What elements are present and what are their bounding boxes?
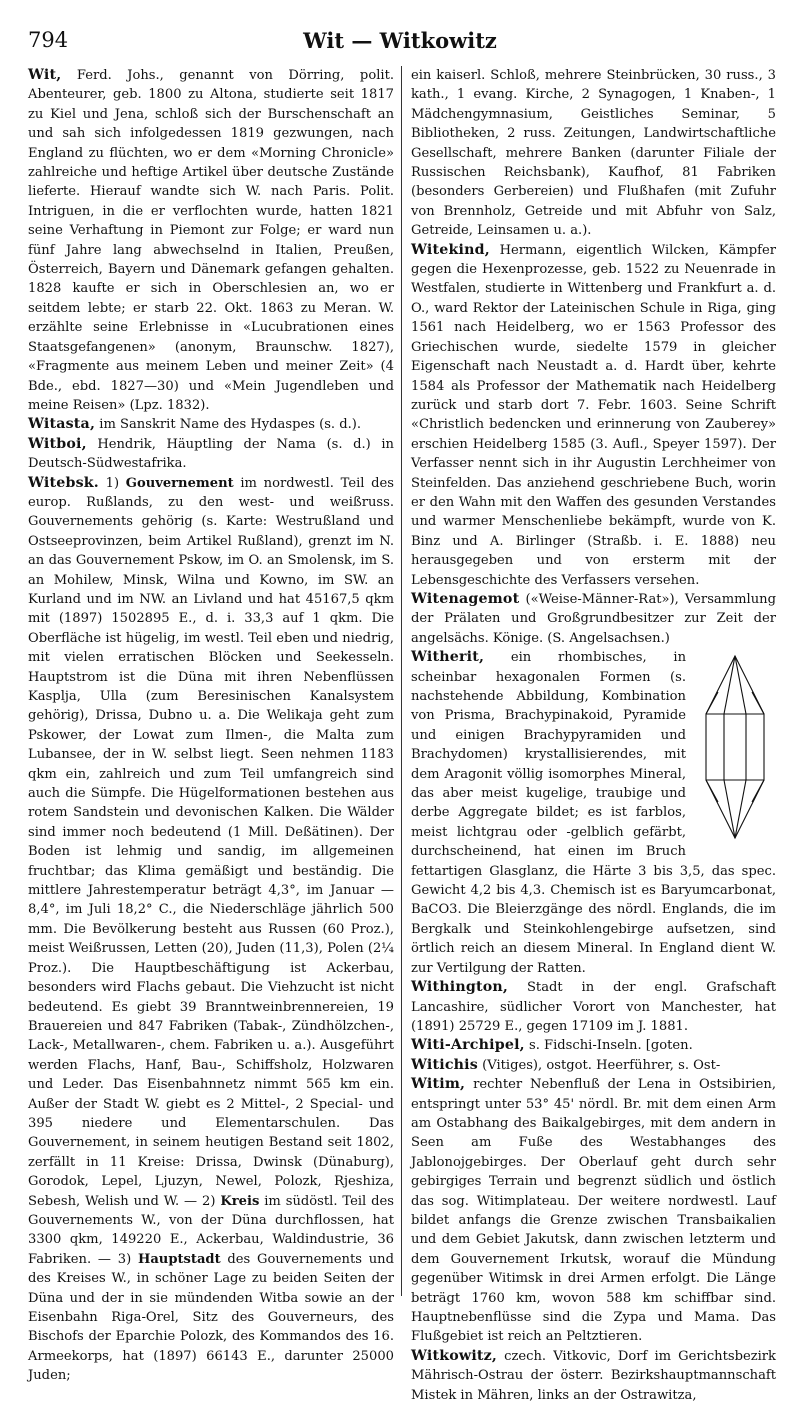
entry-text: ein rhombisches, in scheinbar hexagonalen Formen (s. nachstehende Abbildung, Kombination von Prisma, Brachypinakoid, Pyramide und einigen Brachypyramiden und Brachydomen) krystallisierendes, mit dem Aragonit völlig isomorphes Mineral, das aber meist kugelige, traubige und derbe Aggregate bildet; es ist farblos, meist lichtgrau oder -gelblich gefärbt, durchscheinend, hat einen im Bruch fettartigen Glasglanz, die Härte 3 bis 3,5, das spec. Gewicht 4,2 bis 4,3. Chemisch ist es Baryumcarbonat, BaCO3. Die Bleierzgänge des nördl. Englands, die im Bergkalk und Steinkohlengebirge aufsetzen, sind örtlich reich an diesem Mineral. In England dient W. zur Vertilgung der Ratten. [411, 650, 776, 976]
entry-witim [411, 1075, 776, 1347]
entry-text: im Sanskrit Name des Hydaspes (s. d.). [95, 417, 362, 433]
entry-text: 1) [98, 475, 126, 491]
entry-headword: Witenagemot [411, 590, 520, 607]
entry-text: im nordwestl. Teil des europ. Rußlands, zu den west- und weißruss. Gouvernements gehörig (s. Karte: Westrußland und Ostseeprovinzen, beim Artikel Rußland), grenzt im N. an das Gouvernement Pskow, im O. an Smolensk, im S. an Mohilew, Minsk, Wilna und Kowno, im SW. an Kurland und im NW. an Livland und hat 45167,5 qkm mit (1897) 1502895 E., d. i. 33,3 auf 1 qkm. Die Oberfläche ist hügelig, im westl. Teil eben und niedrig, mit vielen erratischen Blöcken und Seekesseln. Hauptstrom ist die Düna mit ihren Nebenflüssen Kasplja, Ulla (zum Beresinischen Kanalsystem gehörig), Drissa, Dubno u. a. Die Welikaja geht zum Pskower, der Lowat zum Ilmen-, die Malta zum Lubansee, der in W. selbst liegt. Seen nehmen 1183 qkm ein, zahlreich und zum Teil umfangreich sind auch die Sümpfe. Die Hügelformationen bestehen aus rotem Sandstein und devonischen Kalken. Die Wälder sind immer noch bedeutend (1 Mill. Deßätinen). Der Boden ist lehmig und sandig, im allgemeinen fruchtbar; das Klima gemäßigt und beständig. Die mittlere Jahrestemperatur beträgt 4,3°, im Januar —8,4°, im Juli 18,2° C., die Niederschläge jährlich 500 mm. Die Bevölkerung besteht aus Russen (60 Proz.), meist Weißrussen, Letten (20), Juden (11,3), Polen (2¼ Proz.). Die Hauptbeschäftigung ist Ackerbau, besonders wird Flachs gebaut. Die Viehzucht ist nicht bedeutend. Es giebt 39 Branntweinbrennereien, 19 Brauereien und 847 Fabriken (Tabak-, Zündhölzchen-, Lack-, Metallwaren-, chem. Fabriken u. a.). Ausgeführt werden Flachs, Hanf, Bau-, Schiffsholz, Holzwaren und Leder. Das Eisenbahnnetz nimmt 565 km ein. Außer der Stadt W. giebt es 2 Mittel-, 2 Special- und 395 niedere und Elementarschulen. Das Gouvernement, in seinem heutigen Bestand seit 1802, zerfällt in 11 Kreise: Drissa, Dwinsk (Dünaburg), Gorodok, Lepel, Ljuzyn, Newel, Polozk, Rjeshiza, Sebesh, Welish und W. — 2) [28, 475, 394, 1209]
entry-text: Stadt in der engl. Grafschaft Lancashire, südlicher Vorort von Manchester, hat (1891) 25729 E., gegen 17109 im J. 1881. [411, 980, 776, 1034]
entry-headword: Witherit, [411, 649, 485, 666]
entry-headword: Witasta, [28, 416, 96, 433]
entry-headword: Witichis [411, 1056, 478, 1073]
left-column [28, 66, 394, 1386]
entry-headword: Withington, [411, 979, 509, 996]
entry-wit [28, 66, 394, 415]
entry-subhead-hauptstadt: Hauptstadt [137, 1251, 221, 1267]
entry-headword: Wit, [28, 67, 62, 83]
entry-text: im südöstl. Teil des Gouvernements W., von der Düna durchflossen, hat 3300 qkm, 149220 E., Ackerbau, Waldindustrie, 36 Fabriken. — 3) [28, 1193, 394, 1267]
entry-text: Hendrik, Häuptling der Nama (s. d.) in Deutsch-Südwestafrika. [28, 436, 394, 472]
entry-subhead-kreis: Kreis [220, 1193, 260, 1209]
entry-text: («Weise-Männer-Rat»), Versammlung der Prälaten und Großgrundbesitzer zur Zeit der angelsächs. Könige. (S. Angelsachsen.) [411, 591, 776, 646]
page-header [0, 28, 800, 58]
entry-headword: Witboi, [28, 435, 87, 452]
entry-witi-archipel [411, 1036, 776, 1055]
page-number: 794 [28, 28, 69, 52]
column-divider [401, 66, 402, 1296]
entry-withington [411, 978, 776, 1036]
entry-witebsk-continued [411, 66, 776, 241]
entry-witboi [28, 435, 394, 474]
page-title: Wit — Witkowitz [303, 28, 497, 53]
entry-headword: Witekind, [411, 241, 490, 258]
entry-headword: Witi-Archipel, [411, 1037, 525, 1054]
entry-witichis [411, 1056, 776, 1075]
entry-text: ein kaiserl. Schloß, mehrere Steinbrücken, 30 russ., 3 kath., 1 evang. Kirche, 2 Synagogen, 1 Knaben-, 1 Mädchengymnasium, Geistliches Seminar, 5 Bibliotheken, 2 russ. Zeitungen, Landwirtschaftliche Gesellschaft, mehrere Banken (darunter Filiale der Russischen Reichsbank), Kaufhof, 81 Fabriken (besonders Gerbereien) und Flußhafen (mit Zufuhr von Brennholz, Getreide und mit Abfuhr von Salz, Getreide, Leinsamen u. a.). [411, 68, 776, 239]
entry-text: Ferd. Johs., genannt von Dörring, polit. Abenteurer, geb. 1800 zu Altona, studierte seit 1817 zu Kiel und Jena, schloß sich der Burschenschaft an und sah sich infolgedessen 1819 gezwungen, nach England zu flüchten, wo er dem «Morning Chronicle» zahlreiche und heftige Artikel über deutsche Zustände lieferte. Hierauf wandte sich W. nach Paris. Polit. Intriguen, in die er verflochten wurde, hatten 1821 seine Verhaftung in Piemont zur Folge; er ward nun fünf Jahre lang abwechselnd in Italien, Preußen, Österreich, Bayern und Dänemark gefangen gehalten. 1828 kaufte er sich in Oberschlesien an, wo er seitdem lebte; er starb 22. Okt. 1863 zu Meran. W. erzählte seine Erlebnisse in «Lucubrationen eines Staatsgefangenen» (anonym, Braunschw. 1827), «Fragmente aus meinem Leben und meiner Zeit» (4 Bde., ebd. 1827—30) und «Mein Jugendleben und meine Reisen» (Lpz. 1832). [28, 68, 394, 413]
entry-text: des Gouvernements und des Kreises W., in schöner Lage zu beiden Seiten der Düna und der in sie mündenden Witba sowie an der Eisenbahn Riga-Orel, Sitz des Gouverneurs, des Bischofs der Eparchie Polozk, des Kommandos des 16. Armeekorps, hat (1897) 66143 E., darunter 25000 Juden; [28, 1251, 394, 1384]
entry-subhead-gouvernement: Gouvernement [125, 475, 234, 491]
entry-witherit [411, 648, 776, 978]
entry-witebsk [28, 474, 394, 1386]
entry-headword: Witim, [411, 1076, 466, 1093]
entry-text: czech. Vitkovic, Dorf im Gerichtsbezirk Mährisch-Ostrau der österr. Bezirkshauptmannschaft Mistek in Mähren, links an der Ostrawitza, [411, 1348, 776, 1403]
crystal-figure [694, 652, 776, 842]
entry-text: Hermann, eigentlich Wilcken, Kämpfer gegen die Hexenprozesse, geb. 1522 zu Neuenrade in Westfalen, studierte in Wittenberg und Frankfurt a. d. O., ward Rektor der Lateinischen Schule in Riga, ging 1561 nach Heidelberg, wo er 1563 Professor des Griechischen wurde, siedelte 1579 in gleicher Eigenschaft nach Neustadt a. d. Hardt über, kehrte 1584 als Professor der Mathematik nach Heidelberg zurück und starb dort 7. Febr. 1603. Seine Schrift «Christlich bedencken und erinnerung von Zauberey» erschien Heidelberg 1585 (3. Aufl., Speyer 1597). Der Verfasser nennt sich in ihr Augustin Lerchheimer von Steinfelden. Das anziehend geschriebene Buch, worin er den Wahn mit den Waffen des gesunden Verstandes und warmer Menschenliebe bekämpft, wurde von K. Binz und A. Birlinger (Straßb. i. E. 1888) neu herausgegeben und von ersterm mit der Lebensgeschichte des Verfassers versehen. [411, 242, 776, 588]
entry-headword: Witebsk. [28, 474, 99, 491]
right-column [411, 66, 776, 1405]
entry-witenagemot [411, 590, 776, 648]
entry-headword: Witkowitz, [411, 1347, 498, 1364]
entry-witekind [411, 241, 776, 590]
entry-witasta [28, 415, 394, 434]
entry-text: s. Fidschi-Inseln. [goten. [524, 1038, 693, 1054]
entry-text: rechter Nebenfluß der Lena in Ostsibirien, entspringt unter 53° 45' nördl. Br. mit dem einen Arm am Ostabhang des Baikalgebirges, mit dem andern in Seen am Fuße des Westabhanges des Jablonojgebirges. Der Oberlauf geht durch sehr gebirgiges Terrain und begrenzt südlich und östlich das sog. Witimplateau. Der weitere nordwestl. Lauf bildet anfangs die Grenze zwischen Transbaikalien und dem Gebiet Jakutsk, dann zwischen letzterm und dem Gouvernement Irkutsk, worauf die Mündung gegenüber Witimsk in drei Armen erfolgt. Die Länge beträgt 1760 km, wovon 588 km schiffbar sind. Hauptnebenflüsse sind die Zypa und Mama. Das Flußgebiet ist reich an Peltztieren. [411, 1077, 776, 1345]
entry-text: (Vitiges), ostgot. Heerführer, s. Ost- [477, 1057, 721, 1073]
entry-witkowitz [411, 1347, 776, 1405]
witherit-crystal-icon [694, 652, 776, 842]
